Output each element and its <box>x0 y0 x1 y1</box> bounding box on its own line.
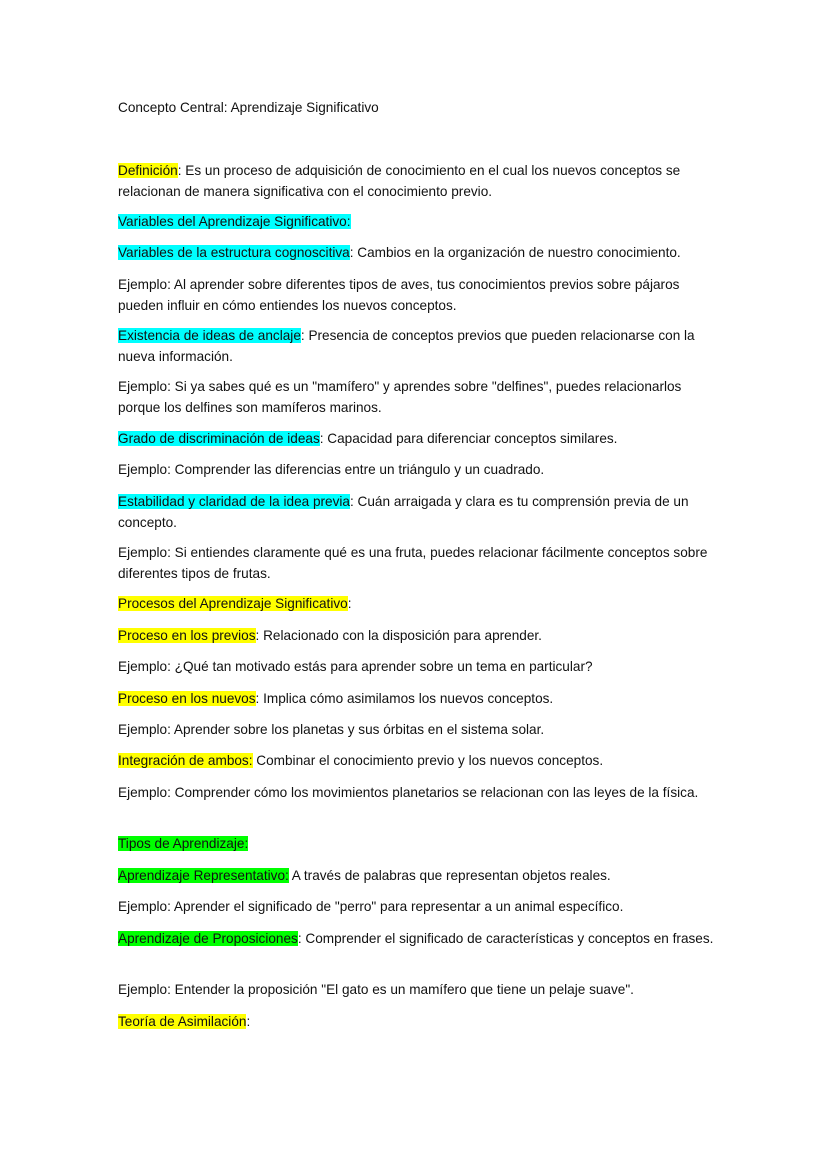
separator: : <box>255 628 260 643</box>
highlighted-term: Proceso en los nuevos <box>118 691 256 706</box>
example-paragraph <box>118 460 718 481</box>
example-paragraph <box>118 657 718 678</box>
separator: : <box>177 163 182 178</box>
highlighted-term: Tipos de Aprendizaje: <box>118 836 249 851</box>
paragraph-text: Ejemplo: Comprender cómo los movimientos planetarios se relacionan con las leyes de la física. <box>118 785 699 800</box>
paragraph-text: Ejemplo: Si ya sabes qué es un "mamífero" y aprendes sobre "delfines", puedes relacionarlos porque los delfines son mamíferos marinos. <box>118 379 682 415</box>
paragraph-text: Ejemplo: Entender la proposición "El gato es un mamífero que tiene un pelaje suave". <box>118 982 634 997</box>
example-paragraph <box>118 275 718 316</box>
definition-paragraph <box>118 751 718 772</box>
paragraph-text: Implica cómo asimilamos los nuevos conceptos. <box>259 691 554 706</box>
paragraph-text: Presencia de conceptos previos que pueden relacionarse con la nueva información. <box>118 328 695 364</box>
separator: : <box>297 931 302 946</box>
paragraph-text: Comprender el significado de características y conceptos en frases. <box>301 931 714 946</box>
definition-paragraph <box>118 594 718 615</box>
paragraph-text: Relacionado con la disposición para aprender. <box>259 628 542 643</box>
separator: : <box>347 596 352 611</box>
example-paragraph <box>118 720 718 741</box>
paragraph-text: Ejemplo: Si entiendes claramente qué es una fruta, puedes relacionar fácilmente conceptos sobre diferentes tipos de frutas. <box>118 545 708 581</box>
highlighted-term: Estabilidad y claridad de la idea previa <box>118 494 350 509</box>
paragraph-text: Ejemplo: Aprender sobre los planetas y sus órbitas en el sistema solar. <box>118 722 545 737</box>
paragraph-text: A través de palabras que representan objetos reales. <box>288 868 611 883</box>
definition-paragraph <box>118 492 718 533</box>
highlighted-term: Proceso en los previos <box>118 628 256 643</box>
highlighted-term: Definición <box>118 163 178 178</box>
paragraph-text: Es un proceso de adquisición de conocimiento en el cual los nuevos conceptos se relacionan de manera significativa con el conocimiento previo. <box>118 163 681 199</box>
definition-paragraph <box>118 1012 718 1033</box>
example-paragraph <box>118 377 718 418</box>
example-paragraph <box>118 980 718 1001</box>
highlighted-term: Procesos del Aprendizaje Significativo <box>118 596 348 611</box>
paragraph-text: Ejemplo: Aprender el significado de "perro" para representar a un animal específico. <box>118 899 624 914</box>
highlighted-term: Existencia de ideas de anclaje <box>118 328 301 343</box>
paragraph-text: Ejemplo: Comprender las diferencias entre un triángulo y un cuadrado. <box>118 462 545 477</box>
definition-paragraph <box>118 161 718 202</box>
definition-paragraph <box>118 326 718 367</box>
highlighted-term: Aprendizaje Representativo: <box>118 868 289 883</box>
paragraph-text: Cambios en la organización de nuestro conocimiento. <box>353 245 681 260</box>
definition-paragraph <box>118 929 718 950</box>
separator: : <box>350 494 354 509</box>
paragraph-text: Ejemplo: ¿Qué tan motivado estás para aprender sobre un tema en particular? <box>118 659 593 674</box>
document-title: Concepto Central: Aprendizaje Significativo <box>118 100 379 115</box>
separator: : <box>246 1014 251 1029</box>
highlighted-term: Variables de la estructura cognoscitiva <box>118 245 350 260</box>
example-paragraph <box>118 783 718 804</box>
highlighted-term: Variables del Aprendizaje Significativo: <box>118 214 351 229</box>
separator: : <box>319 431 324 446</box>
separator: : <box>300 328 305 343</box>
definition-paragraph <box>118 689 718 710</box>
separator: : <box>255 691 260 706</box>
highlighted-term: Teoría de Asimilación <box>118 1014 247 1029</box>
definition-paragraph <box>118 243 718 264</box>
definition-paragraph <box>118 212 718 233</box>
paragraph-text: Cuán arraigada y clara es tu comprensión previa de un concepto. <box>118 494 689 530</box>
paragraph-text: Capacidad para diferenciar conceptos similares. <box>323 431 618 446</box>
paragraph-text: Ejemplo: Al aprender sobre diferentes tipos de aves, tus conocimientos previos sobre pájaros pueden influir en cómo entiendes los nuevos conceptos. <box>118 277 680 313</box>
definition-paragraph <box>118 429 718 450</box>
separator: : <box>349 245 354 260</box>
highlighted-term: Integración de ambos: <box>118 753 253 768</box>
example-paragraph <box>118 543 718 584</box>
highlighted-term: Grado de discriminación de ideas <box>118 431 320 446</box>
paragraph-text: Combinar el conocimiento previo y los nuevos conceptos. <box>252 753 604 768</box>
definition-paragraph <box>118 626 718 647</box>
highlighted-term: Aprendizaje de Proposiciones <box>118 931 298 946</box>
definition-paragraph <box>118 834 718 855</box>
definition-paragraph <box>118 866 718 887</box>
example-paragraph <box>118 897 718 918</box>
